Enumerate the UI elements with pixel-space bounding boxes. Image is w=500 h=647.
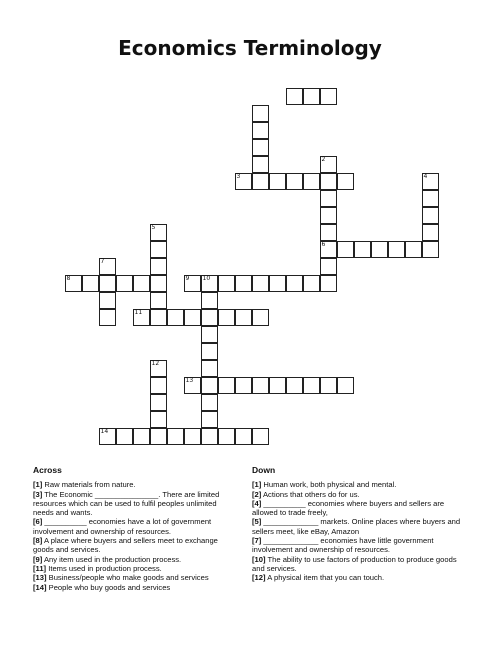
grid-cell[interactable] bbox=[320, 224, 337, 241]
clue-number: 7 bbox=[100, 257, 105, 265]
down-clues bbox=[252, 466, 470, 583]
clue-number: 6 bbox=[321, 240, 326, 248]
grid-cell[interactable] bbox=[252, 156, 269, 173]
grid-cell[interactable] bbox=[201, 275, 218, 292]
clue-number: 13 bbox=[185, 376, 194, 384]
grid-cell[interactable] bbox=[286, 377, 303, 394]
across-clue bbox=[33, 517, 238, 536]
grid-cell[interactable] bbox=[201, 309, 218, 326]
clue-num: [7] bbox=[252, 536, 262, 546]
clue-number: 12 bbox=[151, 359, 160, 367]
grid-cell[interactable] bbox=[150, 377, 167, 394]
grid-cell[interactable] bbox=[218, 309, 235, 326]
across-clue bbox=[33, 536, 238, 555]
grid-cell[interactable] bbox=[150, 360, 167, 377]
grid-cell[interactable] bbox=[303, 275, 320, 292]
down-clue bbox=[252, 517, 470, 536]
clue-number: 5 bbox=[151, 223, 156, 231]
grid-cell[interactable] bbox=[99, 428, 116, 445]
clue-text: A physical item that you can touch. bbox=[267, 573, 385, 583]
clue-number: 11 bbox=[134, 308, 143, 316]
grid-cell[interactable] bbox=[320, 190, 337, 207]
across-clue bbox=[33, 555, 238, 564]
clue-text: Human work, both physical and mental. bbox=[263, 480, 397, 490]
grid-cell[interactable] bbox=[252, 428, 269, 445]
grid-cell[interactable] bbox=[99, 309, 116, 326]
clue-text: Items used in production process. bbox=[48, 563, 162, 573]
grid-cell[interactable] bbox=[201, 377, 218, 394]
grid-cell[interactable] bbox=[337, 173, 354, 190]
grid-cell[interactable] bbox=[320, 207, 337, 224]
grid-cell[interactable] bbox=[99, 275, 116, 292]
clue-text: People who buy goods and services bbox=[48, 582, 171, 592]
grid-cell[interactable] bbox=[252, 122, 269, 139]
clue-number: 9 bbox=[185, 274, 190, 282]
grid-cell[interactable] bbox=[184, 428, 201, 445]
grid-cell[interactable] bbox=[150, 275, 167, 292]
clue-text: The Economic _______________. There are limited resources which can be used to fulfil peoples unlimited needs and wants. bbox=[33, 489, 220, 518]
grid-cell[interactable] bbox=[252, 275, 269, 292]
clue-num: [6] bbox=[33, 517, 43, 527]
across-clue bbox=[33, 480, 238, 489]
grid-cell[interactable] bbox=[371, 241, 388, 258]
clue-text: Raw materials from nature. bbox=[44, 480, 136, 490]
clue-num: [10] bbox=[252, 554, 266, 564]
grid-cell[interactable] bbox=[303, 173, 320, 190]
grid-cell[interactable] bbox=[150, 258, 167, 275]
clue-number: 10 bbox=[202, 274, 211, 282]
clue-number: 2 bbox=[321, 155, 326, 163]
grid-cell[interactable] bbox=[201, 326, 218, 343]
grid-cell[interactable] bbox=[201, 292, 218, 309]
down-clue bbox=[252, 480, 470, 489]
clue-num: [1] bbox=[33, 480, 43, 490]
grid-cell[interactable] bbox=[235, 309, 252, 326]
grid-cell[interactable] bbox=[201, 394, 218, 411]
grid-cell[interactable] bbox=[252, 309, 269, 326]
grid-cell[interactable] bbox=[150, 411, 167, 428]
grid-cell[interactable] bbox=[167, 309, 184, 326]
grid-cell[interactable] bbox=[337, 377, 354, 394]
grid-cell[interactable] bbox=[99, 258, 116, 275]
grid-cell[interactable] bbox=[99, 292, 116, 309]
grid-cell[interactable] bbox=[116, 428, 133, 445]
across-clues bbox=[33, 466, 238, 592]
grid-cell[interactable] bbox=[218, 428, 235, 445]
grid-cell[interactable] bbox=[201, 343, 218, 360]
grid-cell[interactable] bbox=[150, 428, 167, 445]
across-heading: Across bbox=[33, 465, 62, 475]
grid-cell[interactable] bbox=[422, 173, 439, 190]
down-clue bbox=[252, 536, 470, 555]
clue-text: A place where buyers and sellers meet to exchange goods and services. bbox=[33, 536, 218, 555]
puzzle-title: Economics Terminology bbox=[118, 36, 382, 60]
clue-num: [14] bbox=[33, 582, 47, 592]
grid-cell[interactable] bbox=[235, 428, 252, 445]
grid-cell[interactable] bbox=[201, 428, 218, 445]
grid-cell[interactable] bbox=[320, 173, 337, 190]
clue-number: 3 bbox=[236, 172, 241, 180]
across-clue bbox=[33, 564, 238, 573]
grid-cell[interactable] bbox=[269, 275, 286, 292]
grid-cell[interactable] bbox=[218, 275, 235, 292]
clue-number: 4 bbox=[423, 172, 428, 180]
clue-text: The ability to use factors of production to produce goods and services. bbox=[252, 554, 457, 573]
grid-cell[interactable] bbox=[354, 241, 371, 258]
grid-cell[interactable] bbox=[184, 377, 201, 394]
grid-cell[interactable] bbox=[82, 275, 99, 292]
clue-num: [5] bbox=[252, 517, 262, 527]
grid-cell[interactable] bbox=[252, 105, 269, 122]
clue-text: _____________ economies have little government involvement and ownership of resources. bbox=[252, 536, 434, 555]
clue-text: _____________ markets. Online places where buyers and sellers meet, like eBay, Amazon bbox=[252, 517, 461, 536]
grid-cell[interactable] bbox=[116, 275, 133, 292]
grid-cell[interactable] bbox=[320, 88, 337, 105]
clue-text: Actions that others do for us. bbox=[262, 489, 360, 499]
grid-cell[interactable] bbox=[422, 207, 439, 224]
grid-cell[interactable] bbox=[422, 224, 439, 241]
grid-cell[interactable] bbox=[252, 173, 269, 190]
grid-cell[interactable] bbox=[218, 377, 235, 394]
clue-num: [9] bbox=[33, 554, 43, 564]
grid-cell[interactable] bbox=[320, 156, 337, 173]
grid-cell[interactable] bbox=[65, 275, 82, 292]
grid-cell[interactable] bbox=[303, 88, 320, 105]
down-clue bbox=[252, 573, 470, 582]
across-clue-list bbox=[33, 480, 238, 592]
grid-cell[interactable] bbox=[235, 377, 252, 394]
clue-num: [8] bbox=[33, 536, 43, 546]
grid-cell[interactable] bbox=[252, 139, 269, 156]
grid-cell[interactable] bbox=[150, 394, 167, 411]
grid-cell[interactable] bbox=[303, 377, 320, 394]
grid-cell[interactable] bbox=[184, 275, 201, 292]
grid-cell[interactable] bbox=[235, 173, 252, 190]
clue-text: Any item used in the production process. bbox=[43, 554, 182, 564]
grid-cell[interactable] bbox=[133, 309, 150, 326]
clue-num: [2] bbox=[252, 489, 262, 499]
down-clue-list bbox=[252, 480, 470, 582]
grid-cell[interactable] bbox=[133, 275, 150, 292]
clue-num: [12] bbox=[252, 573, 266, 583]
clue-num: [4] bbox=[252, 498, 262, 508]
grid-cell[interactable] bbox=[286, 88, 303, 105]
grid-cell[interactable] bbox=[405, 241, 422, 258]
grid-cell[interactable] bbox=[320, 377, 337, 394]
grid-cell[interactable] bbox=[184, 309, 201, 326]
across-clue bbox=[33, 583, 238, 592]
grid-cell[interactable] bbox=[201, 411, 218, 428]
clue-number: 8 bbox=[66, 274, 71, 282]
grid-cell[interactable] bbox=[286, 173, 303, 190]
grid-cell[interactable] bbox=[320, 241, 337, 258]
clue-text: __________ economies have a lot of government involvement and ownership of resources. bbox=[33, 517, 212, 536]
grid-cell[interactable] bbox=[150, 309, 167, 326]
grid-cell[interactable] bbox=[235, 275, 252, 292]
clue-num: [13] bbox=[33, 573, 47, 583]
down-heading: Down bbox=[252, 465, 276, 475]
down-clue bbox=[252, 499, 470, 518]
grid-cell[interactable] bbox=[388, 241, 405, 258]
grid-cell[interactable] bbox=[150, 292, 167, 309]
clue-num: [3] bbox=[33, 489, 43, 499]
grid-cell[interactable] bbox=[422, 190, 439, 207]
clue-num: [11] bbox=[33, 563, 47, 573]
clue-num: [1] bbox=[252, 480, 262, 490]
grid-cell[interactable] bbox=[150, 224, 167, 241]
grid-cell[interactable] bbox=[422, 241, 439, 258]
across-clue bbox=[33, 490, 238, 518]
grid-cell[interactable] bbox=[269, 377, 286, 394]
grid-cell[interactable] bbox=[133, 428, 150, 445]
clue-number: 14 bbox=[100, 427, 109, 435]
grid-cell[interactable] bbox=[150, 241, 167, 258]
grid-cell[interactable] bbox=[201, 360, 218, 377]
grid-cell[interactable] bbox=[337, 241, 354, 258]
grid-cell[interactable] bbox=[269, 173, 286, 190]
grid-cell[interactable] bbox=[252, 377, 269, 394]
grid-cell[interactable] bbox=[320, 275, 337, 292]
grid-cell[interactable] bbox=[320, 258, 337, 275]
grid-cell[interactable] bbox=[286, 275, 303, 292]
clue-text: __________ economies where buyers and sellers are allowed to trade freely, bbox=[252, 498, 445, 518]
down-clue bbox=[252, 490, 470, 499]
down-clue bbox=[252, 555, 470, 574]
clue-text: Business/people who make goods and services bbox=[48, 573, 209, 583]
grid-cell[interactable] bbox=[167, 428, 184, 445]
across-clue bbox=[33, 573, 238, 582]
